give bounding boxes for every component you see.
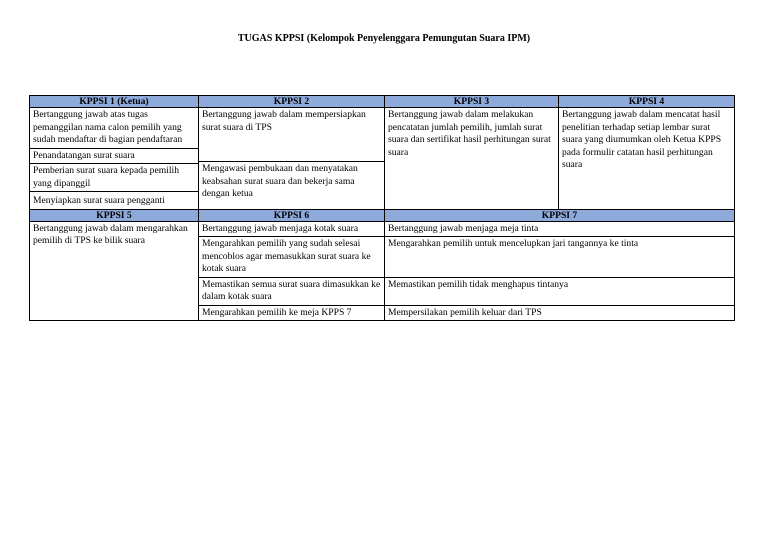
kppsi-duty-table <box>29 95 735 321</box>
kppsi-5-task: Bertanggung jawab dalam mengarahkan pemilih di TPS ke bilik suara <box>30 221 199 321</box>
kppsi-1-task: Pemberian surat suara kepada pemilih yang dipanggil <box>30 163 198 191</box>
header-row-1 <box>30 96 735 108</box>
kppsi-1-task: Penandatangan surat suara <box>30 148 198 164</box>
kppsi-1-cell <box>30 108 199 210</box>
task-row-2a <box>30 221 735 237</box>
kppsi-6-task: Mengarahkan pemilih ke meja KPPS 7 <box>199 305 385 321</box>
kppsi-2-task: Bertanggung jawab dalam mempersiapkan surat suara di TPS <box>202 109 366 133</box>
header-kppsi-3: KPPSI 3 <box>385 96 559 108</box>
kppsi-2-cell <box>199 108 385 210</box>
header-row-2 <box>30 209 735 221</box>
kppsi-7-task: Bertanggung jawab menjaga meja tinta <box>385 221 735 237</box>
page-title: TUGAS KPPSI (Kelompok Penyelenggara Pemungutan Suara IPM) <box>237 33 531 44</box>
kppsi-7-task: Mengarahkan pemilih untuk mencelupkan jari tangannya ke tinta <box>385 237 735 278</box>
task-row-1 <box>30 108 735 210</box>
header-kppsi-5: KPPSI 5 <box>30 209 199 221</box>
header-kppsi-4: KPPSI 4 <box>559 96 735 108</box>
kppsi-1-task: Bertanggung jawab atas tugas pemanggilan nama calon pemilih yang sudah mendaftar di bagian pendaftaran <box>33 109 183 145</box>
kppsi-1-task: Menyiapkan surat suara pengganti <box>30 191 198 209</box>
kppsi-3-task: Bertanggung jawab dalam melakukan pencatatan jumlah pemilih, jumlah surat suara dan sertifikat hasil perhitungan surat suara <box>385 108 559 210</box>
kppsi-7-task: Mempersilakan pemilih keluar dari TPS <box>385 305 735 321</box>
header-kppsi-6: KPPSI 6 <box>199 209 385 221</box>
header-kppsi-7: KPPSI 7 <box>385 209 735 221</box>
header-kppsi-1: KPPSI 1 (Ketua) <box>30 96 199 108</box>
kppsi-6-task: Bertanggung jawab menjaga kotak suara <box>199 221 385 237</box>
header-kppsi-2: KPPSI 2 <box>199 96 385 108</box>
kppsi-7-task: Memastikan pemilih tidak menghapus tintanya <box>385 277 735 305</box>
kppsi-6-task: Memastikan semua surat suara dimasukkan ke dalam kotak suara <box>199 277 385 305</box>
kppsi-6-task: Mengarahkan pemilih yang sudah selesai mencoblos agar memasukkan surat suara ke kotak suara <box>199 237 385 278</box>
kppsi-2-task: Mengawasi pembukaan dan menyatakan keabsahan surat suara dan bekerja sama dengan ketua <box>199 161 384 202</box>
kppsi-4-task: Bertanggung jawab dalam mencatat hasil penelitian terhadap setiap lembar surat suara yang diumumkan oleh Ketua KPPS pada formulir catatan hasil perhitungan suara <box>559 108 735 210</box>
